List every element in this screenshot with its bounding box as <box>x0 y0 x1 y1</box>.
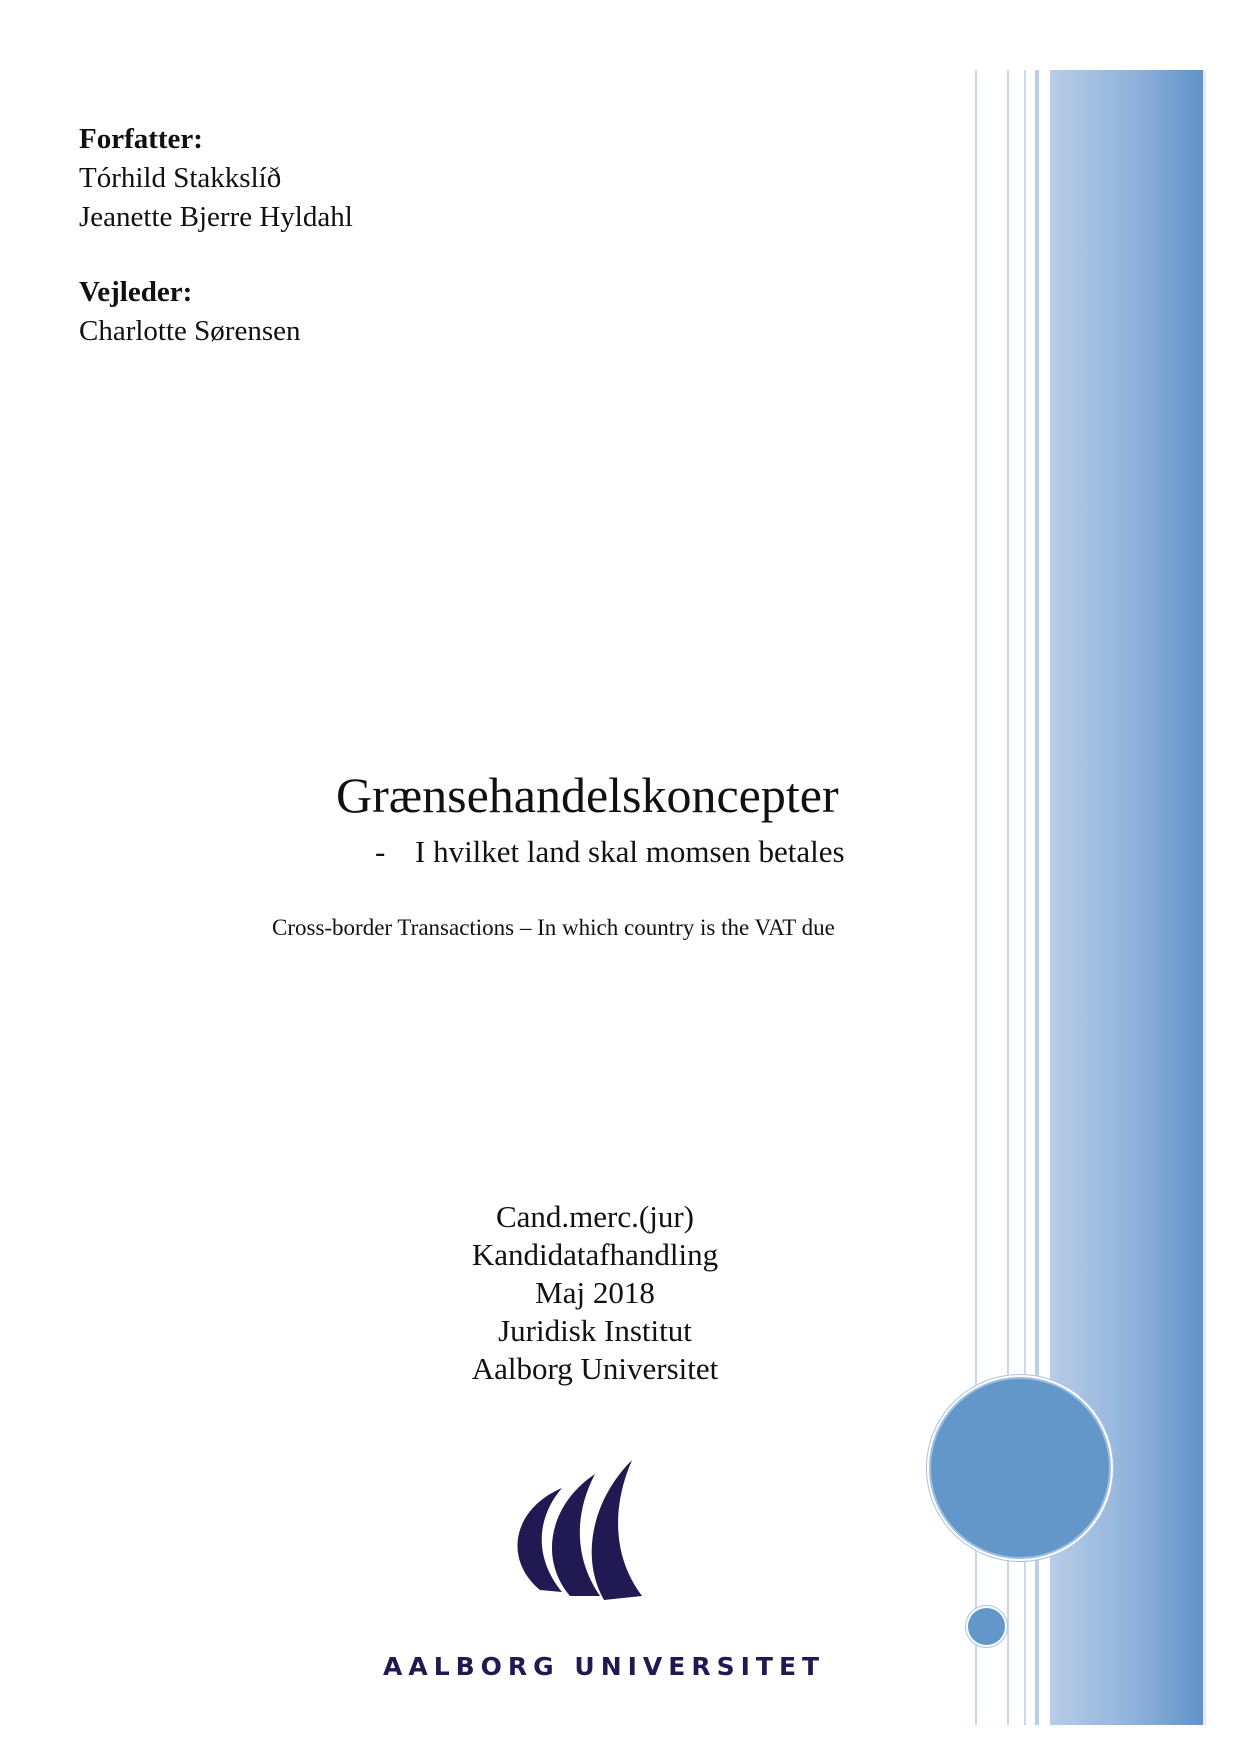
thesis-title: Grænsehandelskoncepter <box>336 767 839 823</box>
aau-logo-icon <box>500 1460 650 1610</box>
authors-heading: Forfatter: <box>79 123 203 155</box>
university: Aalborg Universitet <box>471 1351 719 1386</box>
logo-stripe <box>592 1460 642 1600</box>
sidebar-edge <box>1203 70 1206 1725</box>
english-title: Cross-border Transactions – In which country is the VAT due <box>272 915 835 940</box>
author-block <box>79 120 353 351</box>
subtitle-dash: - <box>375 834 386 869</box>
decorative-circle-large <box>929 1377 1111 1559</box>
author-name: Tórhild Stakkslíð <box>79 162 282 194</box>
logo-stripe <box>552 1474 600 1596</box>
date: Maj 2018 <box>535 1275 655 1310</box>
degree: Cand.merc.(jur) <box>496 1199 694 1234</box>
supervisor-name: Charlotte Sørensen <box>79 315 301 347</box>
subtitle-text: I hvilket land skal momsen betales <box>415 834 845 869</box>
institute: Juridisk Institut <box>498 1313 692 1348</box>
decorative-circle-small <box>968 1608 1005 1645</box>
thesis-subtitle <box>375 832 845 872</box>
thesis-type: Kandidatafhandling <box>471 1237 719 1272</box>
supervisor-heading: Vejleder: <box>79 276 193 308</box>
author-name: Jeanette Bjerre Hyldahl <box>79 201 353 233</box>
thesis-info <box>390 1198 800 1388</box>
logo-wordmark: AALBORG UNIVERSITET <box>383 1652 826 1681</box>
